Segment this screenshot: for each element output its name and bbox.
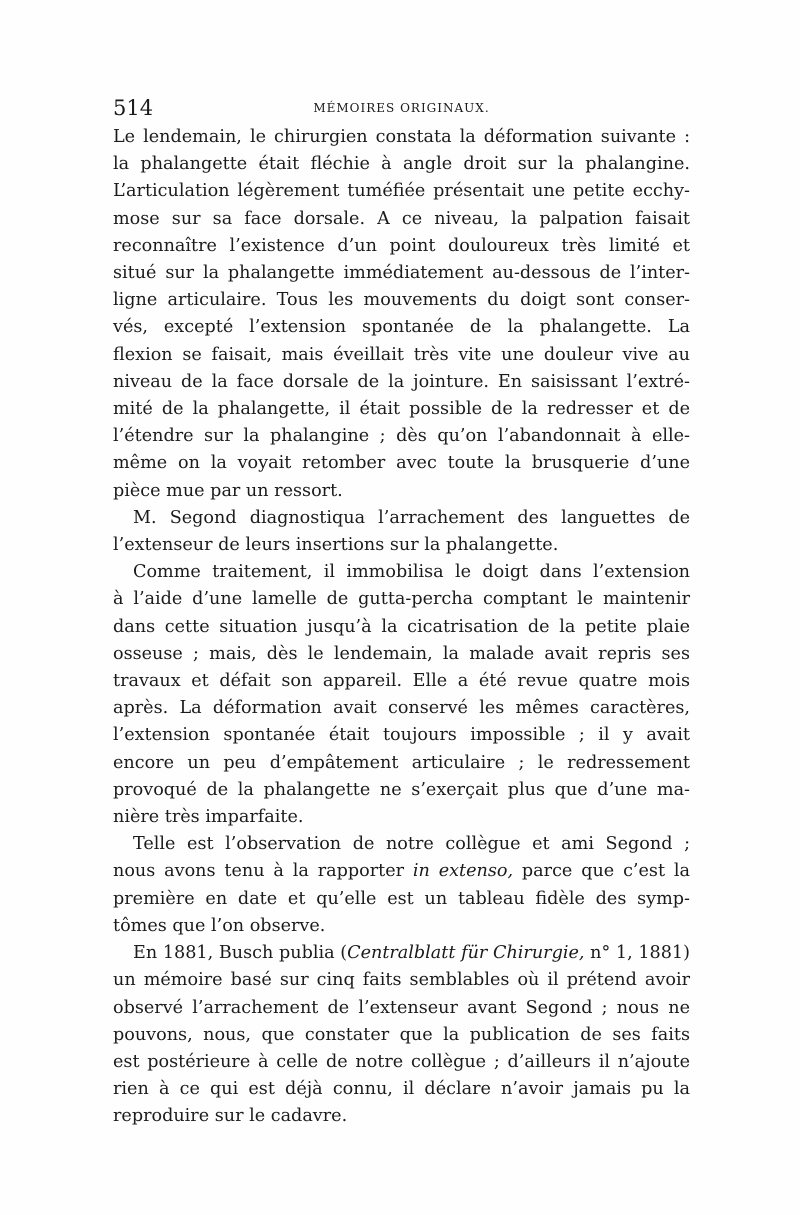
paragraph-line: osseuse ; mais, dès le lendemain, la malade avait repris ses xyxy=(113,643,690,664)
paragraph-line xyxy=(113,559,690,586)
line-text: En 1881, Busch publia ( xyxy=(133,943,348,964)
running-head: MÉMOIRES ORIGINAUX. xyxy=(313,101,490,115)
line-text: parce que c’est la xyxy=(521,861,690,882)
paragraph-line: dans cette situation jusqu’à la cicatrisation de la petite plaie xyxy=(113,616,690,637)
paragraph-line xyxy=(113,831,690,858)
paragraph-line: provoqué de la phalangette ne s’exerçait plus que d’une ma- xyxy=(113,779,690,800)
page-number: 514 xyxy=(113,96,154,120)
paragraph-line: mité de la phalangette, il était possible de la redresser et de xyxy=(113,399,690,420)
paragraph-line: vés, excepté l’extension spontanée de la phalangette. La xyxy=(113,317,690,338)
page-header xyxy=(113,93,690,123)
line-text: Comme traitement, il immobilisa le doigt dans l’extension xyxy=(133,562,690,583)
italic-phrase: in extenso, xyxy=(412,861,514,882)
paragraph-line: après. La déformation avait conservé les mêmes caractères, xyxy=(113,698,690,719)
paragraph-line: reproduire sur le cadavre. xyxy=(113,1106,348,1127)
paragraph-line: à l’aide d’une lamelle de gutta-percha comptant le maintenir xyxy=(113,589,690,610)
paragraph-line: tômes que l’on observe. xyxy=(113,915,326,936)
paragraph-line: situé sur la phalangette immédiatement au-dessous de l’inter- xyxy=(113,263,690,284)
paragraph-line: pièce mue par un ressort. xyxy=(113,480,343,501)
paragraph-line: un mémoire basé sur cinq faits semblables où il prétend avoir xyxy=(113,970,690,991)
paragraph-line: L’articulation légèrement tuméfiée présentait une petite ecchy- xyxy=(113,181,690,202)
paragraph-line: même on la voyait retomber avec toute la brusquerie d’une xyxy=(113,453,690,474)
paragraph-line: ligne articulaire. Tous les mouvements du doigt sont conser- xyxy=(113,290,690,311)
paragraph-line: niveau de la face dorsale de la jointure. En saisissant l’extré- xyxy=(113,371,690,392)
line-text: n° 1, 1881) xyxy=(590,943,690,964)
line-text: Telle est l’observation de notre collègue et ami Segond ; xyxy=(133,834,690,855)
paragraph-line: observé l’arrachement de l’extenseur avant Segond ; nous ne xyxy=(113,997,690,1018)
paragraph-line: encore un peu d’empâtement articulaire ; le redressement xyxy=(113,752,690,773)
paragraph-line: nière très imparfaite. xyxy=(113,807,304,828)
paragraph-line: flexion se faisait, mais éveillait très vite une douleur vive au xyxy=(113,344,690,365)
paragraph-line: l’extenseur de leurs insertions sur la phalangette. xyxy=(113,535,559,556)
paragraph-line: rien à ce qui est déjà connu, il déclare n’avoir jamais pu la xyxy=(113,1079,690,1100)
paragraph-line xyxy=(113,940,690,967)
paragraph-line xyxy=(113,505,690,532)
paragraph-line: travaux et défait son appareil. Elle a été revue quatre mois xyxy=(113,671,690,692)
paragraph-line: l’étendre sur la phalangine ; dès qu’on l’abandonnait à elle- xyxy=(113,426,690,447)
paragraph-line: première en date et qu’elle est un tableau fidèle des symp- xyxy=(113,888,690,909)
line-text: nous avons tenu à la rapporter xyxy=(113,861,405,882)
paragraph-line: est postérieure à celle de notre collègue ; d’ailleurs il n’ajoute xyxy=(113,1051,690,1072)
paragraph-line: Le lendemain, le chirurgien constata la déformation suivante : xyxy=(113,127,690,147)
paragraph-line: reconnaître l’existence d’un point douloureux très limité et xyxy=(113,235,690,256)
paragraph-line: la phalangette était fléchie à angle droit sur la phalangine. xyxy=(113,154,690,175)
line-text: M. Segond diagnostiqua l’arrachement des languettes de xyxy=(133,507,690,528)
journal-title: Centralblatt für Chirurgie, xyxy=(347,943,585,964)
body-text xyxy=(113,124,690,1131)
paragraph-line xyxy=(113,858,690,885)
paragraph-line: mose sur sa face dorsale. A ce niveau, la palpation faisait xyxy=(113,208,690,229)
paragraph-line: pouvons, nous, que constater que la publication de ses faits xyxy=(113,1024,690,1045)
paragraph-line: l’extension spontanée était toujours impossible ; il y avait xyxy=(113,725,690,746)
